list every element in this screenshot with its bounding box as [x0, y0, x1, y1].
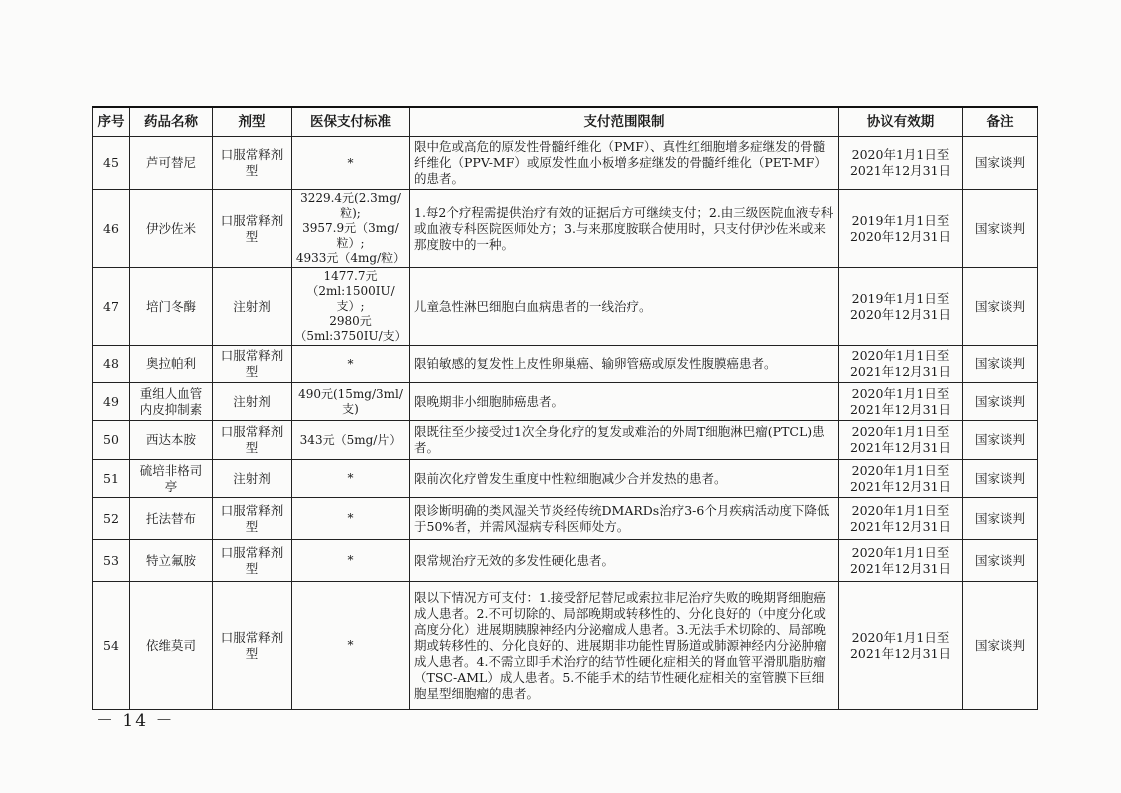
table-row	[93, 421, 1038, 460]
payment-line: （2ml:1500IU/支）;	[306, 284, 395, 313]
cell-payment-standard	[292, 421, 410, 460]
cell-remarks: 国家谈判	[963, 582, 1038, 710]
cell-no: 46	[93, 190, 130, 268]
cell-payment-scope: 限既往至少接受过1次全身化疗的复发或难治的外周T细胞淋巴瘤(PTCL)患者。	[410, 421, 839, 460]
period-start: 2020年1月1日至	[851, 462, 950, 478]
table-row	[93, 540, 1038, 582]
period-end: 2021年12月31日	[849, 478, 952, 494]
cell-agreement-period	[839, 190, 963, 268]
table-header-row	[93, 107, 1038, 137]
cell-agreement-period	[839, 346, 963, 383]
cell-form: 口服常释剂型	[213, 190, 292, 268]
cell-drug-name: 依维莫司	[130, 582, 213, 710]
header-payment-standard: 医保支付标准	[292, 107, 410, 137]
cell-remarks: 国家谈判	[963, 540, 1038, 582]
period-end: 2020年12月31日	[849, 228, 952, 244]
cell-drug-name: 托法替布	[130, 498, 213, 540]
cell-drug-name: 特立氟胺	[130, 540, 213, 582]
cell-remarks: 国家谈判	[963, 460, 1038, 498]
table-row	[93, 346, 1038, 383]
payment-line: 490元(15mg/3ml/支)	[298, 386, 403, 416]
period-start: 2020年1月1日至	[851, 629, 950, 645]
header-payment-scope: 支付范围限制	[410, 107, 839, 137]
payment-line: 1477.7元	[323, 269, 378, 283]
cell-drug-name: 伊沙佐米	[130, 190, 213, 268]
cell-payment-scope: 1.每2个疗程需提供治疗有效的证据后方可继续支付；2.由三级医院血液专科或血液专科医院医师处方；3.与来那度胺联合使用时，只支付伊沙佐米或来那度胺中的一种。	[410, 190, 839, 268]
period-end: 2021年12月31日	[849, 401, 952, 417]
cell-payment-standard	[292, 540, 410, 582]
cell-no: 48	[93, 346, 130, 383]
period-start: 2020年1月1日至	[851, 502, 950, 518]
table-row	[93, 498, 1038, 540]
cell-payment-scope: 儿童急性淋巴细胞白血病患者的一线治疗。	[410, 268, 839, 346]
cell-form: 注射剂	[213, 268, 292, 346]
table-row	[93, 137, 1038, 190]
payment-line: *	[347, 356, 354, 371]
cell-payment-scope: 限前次化疗曾发生重度中性粒细胞减少合并发热的患者。	[410, 460, 839, 498]
table-row	[93, 582, 1038, 710]
header-remarks: 备注	[963, 107, 1038, 137]
header-drug-name: 药品名称	[130, 107, 213, 137]
period-end: 2021年12月31日	[849, 440, 952, 455]
header-agreement-period: 协议有效期	[839, 107, 963, 137]
period-end: 2021年12月31日	[849, 163, 952, 178]
payment-line: *	[347, 638, 354, 652]
cell-no: 49	[93, 383, 130, 421]
cell-form: 口服常释剂型	[213, 582, 292, 710]
cell-drug-name: 芦可替尼	[130, 137, 213, 190]
period-end: 2020年12月31日	[849, 306, 952, 322]
payment-line: 2980元	[329, 314, 372, 328]
payment-line: 3957.9元（3mg/粒）;	[302, 221, 399, 250]
period-start: 2020年1月1日至	[851, 147, 950, 162]
period-end: 2021年12月31日	[849, 560, 952, 576]
cell-remarks: 国家谈判	[963, 346, 1038, 383]
table-row	[93, 383, 1038, 421]
cell-form: 口服常释剂型	[213, 540, 292, 582]
cell-payment-scope: 限常规治疗无效的多发性硬化患者。	[410, 540, 839, 582]
cell-payment-scope: 限晚期非小细胞肺癌患者。	[410, 383, 839, 421]
period-end: 2021年12月31日	[849, 364, 952, 379]
cell-agreement-period	[839, 540, 963, 582]
payment-line: *	[347, 511, 354, 525]
cell-payment-standard	[292, 190, 410, 268]
period-start: 2020年1月1日至	[851, 385, 950, 401]
cell-payment-scope: 限以下情况方可支付：1.接受舒尼替尼或索拉非尼治疗失败的晚期肾细胞癌成人患者。2.不可切除的、局部晚期或转移性的、分化良好的（中度分化或高度分化）进展期胰腺神经内分泌瘤成人患者。3.无法手术切除的、局部晚期或转移性的、分化良好的、进展期非功能性胃肠道或肺源神经内分泌肿瘤成人患者。4.不需立即手术治疗的结节性硬化症相关的肾血管平滑肌脂肪瘤（TSC-AML）成人患者。5.不能手术的结节性硬化症相关的室管膜下巨细胞星型细胞瘤的患者。	[410, 582, 839, 710]
cell-payment-scope: 限诊断明确的类风湿关节炎经传统DMARDs治疗3-6个月疾病活动度下降低于50%者，并需风湿病专科医师处方。	[410, 498, 839, 540]
cell-drug-name: 西达本胺	[130, 421, 213, 460]
cell-agreement-period	[839, 421, 963, 460]
cell-remarks: 国家谈判	[963, 383, 1038, 421]
cell-payment-standard	[292, 137, 410, 190]
cell-no: 53	[93, 540, 130, 582]
payment-line: （5ml:3750IU/支）	[294, 329, 407, 343]
cell-remarks: 国家谈判	[963, 137, 1038, 190]
cell-drug-name: 奥拉帕利	[130, 346, 213, 383]
cell-drug-name: 培门冬酶	[130, 268, 213, 346]
payment-line: *	[347, 471, 354, 485]
cell-payment-standard	[292, 268, 410, 346]
period-start: 2019年1月1日至	[851, 290, 950, 306]
header-no: 序号	[93, 107, 130, 137]
payment-line: *	[347, 155, 354, 170]
cell-form: 口服常释剂型	[213, 346, 292, 383]
cell-drug-name: 重组人血管内皮抑制素	[130, 383, 213, 421]
cell-payment-standard	[292, 498, 410, 540]
cell-remarks: 国家谈判	[963, 421, 1038, 460]
cell-no: 52	[93, 498, 130, 540]
cell-no: 54	[93, 582, 130, 710]
cell-payment-scope: 限中危或高危的原发性骨髓纤维化（PMF）、真性红细胞增多症继发的骨髓纤维化（PPV-MF）或原发性血小板增多症继发的骨髓纤维化（PET-MF）的患者。	[410, 137, 839, 190]
period-start: 2020年1月1日至	[851, 544, 950, 560]
drug-table	[92, 106, 1038, 710]
cell-form: 注射剂	[213, 460, 292, 498]
cell-payment-standard	[292, 460, 410, 498]
cell-payment-standard	[292, 346, 410, 383]
cell-drug-name: 硫培非格司亭	[130, 460, 213, 498]
table-body	[93, 137, 1038, 710]
cell-payment-standard	[292, 582, 410, 710]
cell-no: 47	[93, 268, 130, 346]
cell-form: 注射剂	[213, 383, 292, 421]
period-start: 2019年1月1日至	[851, 212, 950, 228]
cell-no: 45	[93, 137, 130, 190]
cell-no: 50	[93, 421, 130, 460]
cell-payment-scope: 限铂敏感的复发性上皮性卵巢癌、输卵管癌或原发性腹膜癌患者。	[410, 346, 839, 383]
payment-line: 343元（5mg/片）	[299, 432, 402, 447]
period-end: 2021年12月31日	[849, 518, 952, 534]
cell-agreement-period	[839, 498, 963, 540]
cell-form: 口服常释剂型	[213, 498, 292, 540]
cell-agreement-period	[839, 137, 963, 190]
page-number: － 14 －	[96, 711, 175, 731]
cell-remarks: 国家谈判	[963, 498, 1038, 540]
cell-payment-standard	[292, 383, 410, 421]
cell-agreement-period	[839, 460, 963, 498]
period-start: 2020年1月1日至	[851, 348, 950, 363]
period-start: 2020年1月1日至	[851, 424, 950, 439]
table-row	[93, 268, 1038, 346]
cell-remarks: 国家谈判	[963, 268, 1038, 346]
period-end: 2021年12月31日	[849, 645, 952, 661]
cell-agreement-period	[839, 268, 963, 346]
cell-form: 口服常释剂型	[213, 421, 292, 460]
payment-line: *	[347, 553, 354, 567]
cell-agreement-period	[839, 383, 963, 421]
header-form: 剂型	[213, 107, 292, 137]
cell-remarks: 国家谈判	[963, 190, 1038, 268]
table-row	[93, 460, 1038, 498]
payment-line: 3229.4元(2.3mg/粒);	[300, 191, 401, 220]
table-row	[93, 190, 1038, 268]
cell-form: 口服常释剂型	[213, 137, 292, 190]
payment-line: 4933元（4mg/粒）	[295, 251, 406, 265]
cell-agreement-period	[839, 582, 963, 710]
cell-no: 51	[93, 460, 130, 498]
